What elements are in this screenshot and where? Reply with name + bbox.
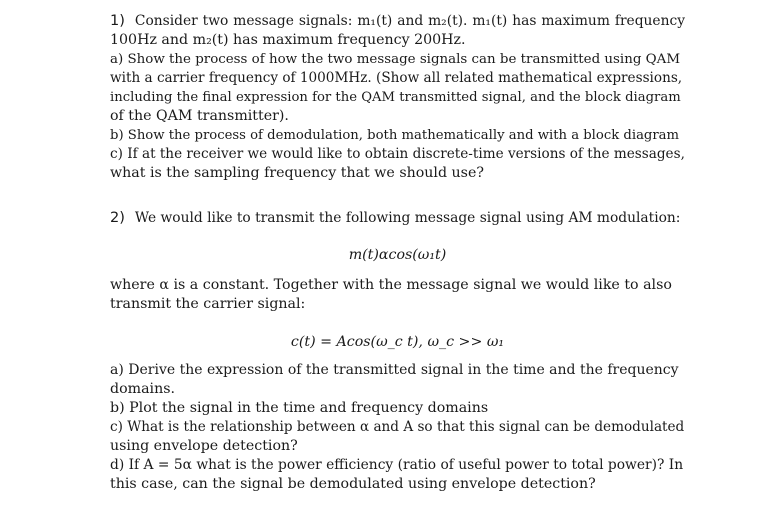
q1-line-8: c) If at the receiver we would like to obtain discrete-time versions of the messages, [110,146,685,162]
q1-line-3: a) Show the process of how the two message signals can be transmitted using QAM [110,52,681,67]
equation-message-signal: m(t)αcos(ω₁t) [348,247,447,263]
q2-intro-text: We would like to transmit the following message signal using AM modulation: [134,210,681,226]
q2-part-line-5: using envelope detection? [110,438,298,454]
q2-part-line-3: b) Plot the signal in the time and frequency domains [110,400,489,416]
question-2-intro [110,209,685,228]
q2-part-line-2: domains. [110,381,176,397]
q2-parts [110,361,685,494]
q2-part-line-4: c) What is the relationship between α and A so that this signal can be demodulated [110,419,685,435]
equation-carrier-signal: c(t) = Acos(ω_c t), ω_c >> ω₁ [290,334,505,350]
q1-line-2: 100Hz and m₂(t) has maximum frequency 200Hz. [110,32,466,48]
q1-line-1-text: Consider two message signals: m₁(t) and m₂(t). m₁(t) has maximum frequency [134,13,685,29]
q2-where-line-1: where α is a constant. Together with the message signal we would like to also [110,277,672,293]
q1-line-7: b) Show the process of demodulation, both mathematically and with a block diagram [110,128,680,143]
q2-number: 2) [110,210,125,226]
q2-where-paragraph [110,276,685,314]
q1-number: 1) [110,13,125,29]
q1-line-9: what is the sampling frequency that we should use? [110,165,484,181]
q1-line-5: including the final expression for the QAM transmitted signal, and the block diagram [110,90,681,105]
q1-line-4: with a carrier frequency of 1000MHz. (Show all related mathematical expressions, [110,70,683,86]
q1-line-6: of the QAM transmitter). [110,108,289,124]
question-1 [110,12,685,183]
q2-part-line-6: d) If A = 5α what is the power efficiency (ratio of useful power to total power)? In [110,457,684,473]
q1-line-1 [110,12,685,31]
q2-part-line-1: a) Derive the expression of the transmitted signal in the time and the frequency [110,362,679,378]
q2-where-line-2: transmit the carrier signal: [110,296,306,312]
q2-part-line-7: this case, can the signal be demodulated using envelope detection? [110,476,596,492]
